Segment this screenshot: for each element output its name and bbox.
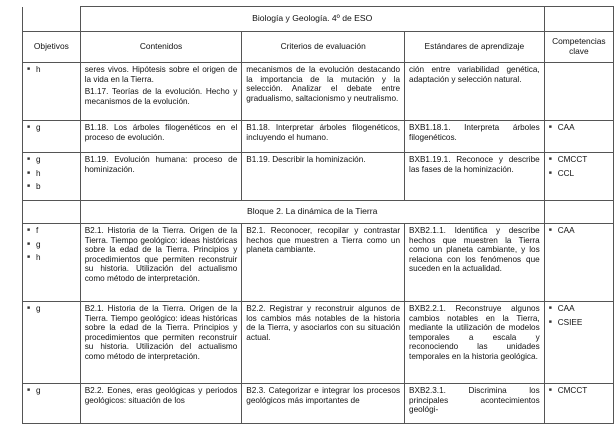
objetivo-item: ■ g xyxy=(27,155,76,165)
competencias-cell xyxy=(544,63,613,121)
objetivo-item: ■ h xyxy=(27,65,76,75)
objetivo-item: ■ h xyxy=(27,169,76,179)
block-title: Bloque 2. La dinámica de la Tierra xyxy=(80,201,544,224)
objetivo-item: ■ g xyxy=(27,386,76,396)
estandares-cell: BXB2.2.1. Reconstruye algunos cambios notables en la Tierra, mediante la utilización de modelos temporales a escala y reconociendo las unidades temporales en la historia geológica. xyxy=(405,302,545,384)
table-row xyxy=(23,153,614,201)
objetivo-item: ■ g xyxy=(27,123,76,133)
contenidos-cell: B1.18. Los árboles filogenéticos en el proceso de evolución. xyxy=(80,121,242,153)
title-row-blank-right xyxy=(544,7,613,32)
table-row xyxy=(23,224,614,302)
objetivo-item: ■ g xyxy=(27,240,76,250)
objetivo-item: ■ f xyxy=(27,226,76,236)
table-row xyxy=(23,121,614,153)
competencias-cell xyxy=(544,302,613,384)
objetivo-item: ■ g xyxy=(27,304,76,314)
table-row xyxy=(23,384,614,424)
competencia-item: ■ CMCCT xyxy=(549,155,609,165)
competencias-cell xyxy=(544,224,613,302)
contenidos-cell: B2.2. Eones, eras geológicas y periodos geológicos: situación de los xyxy=(80,384,242,424)
competencia-item: ■ CAA xyxy=(549,226,609,236)
objetivos-cell xyxy=(23,63,81,121)
estandares-cell: BXB2.3.1. Discrimina los principales acontecimientos geológi- xyxy=(405,384,545,424)
estandares-cell: ción entre variabilidad genética, adaptación y selección natural. xyxy=(405,63,545,121)
title-row-blank xyxy=(23,7,81,32)
objetivos-cell xyxy=(23,302,81,384)
contenido-text: seres vivos. Hipótesis sobre el origen de la vida en la Tierra. xyxy=(84,65,238,84)
criterios-cell: mecanismos de la evolución destacando la importancia de la mutación y la selección. Analizar el debate entre gradualismo, saltacionismo y neutralismo. xyxy=(242,63,405,121)
contenidos-cell: B2.1. Historia de la Tierra. Origen de la Tierra. Tiempo geológico: ideas históricas sobre la edad de la Tierra. Principios y procedimientos que permiten reconstruir su historia. Utilización del actualismo como método de interpretación. xyxy=(80,224,242,302)
estandares-cell: BXB1.18.1. Interpreta árboles filogenéticos. xyxy=(405,121,545,153)
objetivos-cell xyxy=(23,153,81,201)
estandares-cell: BXB2.1.1. Identifica y describe hechos que muestren la Tierra como un planeta cambiante, y los relaciona con los fenómenos que suceden en la actualidad. xyxy=(405,224,545,302)
criterios-cell: B1.19. Describir la hominización. xyxy=(242,153,405,201)
objetivo-item: ■ h xyxy=(27,253,76,263)
title-row xyxy=(23,7,614,32)
objetivos-cell xyxy=(23,384,81,424)
contenidos-cell: B1.19. Evolución humana: proceso de hominización. xyxy=(80,153,242,201)
table-row xyxy=(23,302,614,384)
competencias-cell xyxy=(544,384,613,424)
criterios-cell: B2.3. Categorizar e integrar los procesos geológicos más importantes de xyxy=(242,384,405,424)
table-row xyxy=(23,63,614,121)
objetivos-cell xyxy=(23,224,81,302)
criterios-cell: B1.18. Interpretar árboles filogenéticos, incluyendo el humano. xyxy=(242,121,405,153)
criterios-cell: B2.2. Registrar y reconstruir algunos de los cambios más notables de la historia de la Tierra, y asociarlos con su situación actual. xyxy=(242,302,405,384)
contenidos-cell: B2.1. Historia de la Tierra. Origen de la Tierra. Tiempo geológico: ideas históricas sobre la edad de la Tierra. Principios y procedimientos que permiten reconstruir su historia. Utilización del actualismo como método de interpretación. xyxy=(80,302,242,384)
contenido-text: B1.17. Teorías de la evolución. Hecho y mecanismos de la evolución. xyxy=(84,87,238,106)
header-contenidos: Contenidos xyxy=(80,32,242,63)
competencia-item: ■ CAA xyxy=(549,304,609,314)
estandares-cell: BXB1.19.1. Reconoce y describe las fases de la hominización. xyxy=(405,153,545,201)
competencia-item: ■ CSIEE xyxy=(549,318,609,328)
header-objetivos: Objetivos xyxy=(23,32,81,63)
block-title-blank-right xyxy=(544,201,613,224)
header-estandares: Estándares de aprendizaje xyxy=(405,32,545,63)
criterios-cell: B2.1. Reconocer, recopilar y contrastar hechos que muestren a Tierra como un planeta cambiante. xyxy=(242,224,405,302)
competencia-item: ■ CAA xyxy=(549,123,609,133)
curriculum-table xyxy=(22,6,614,424)
competencias-cell xyxy=(544,153,613,201)
competencia-item: ■ CCL xyxy=(549,169,609,179)
header-competencias: Competencias clave xyxy=(544,32,613,63)
competencia-item: ■ CMCCT xyxy=(549,386,609,396)
block-title-row xyxy=(23,201,614,224)
table-title: Biología y Geología. 4º de ESO xyxy=(80,7,544,32)
header-criterios: Criterios de evaluación xyxy=(242,32,405,63)
objetivo-item: ■ b xyxy=(27,182,76,192)
header-row xyxy=(23,32,614,63)
block-title-blank xyxy=(23,201,81,224)
competencias-cell xyxy=(544,121,613,153)
objetivos-cell xyxy=(23,121,81,153)
contenidos-cell xyxy=(80,63,242,121)
